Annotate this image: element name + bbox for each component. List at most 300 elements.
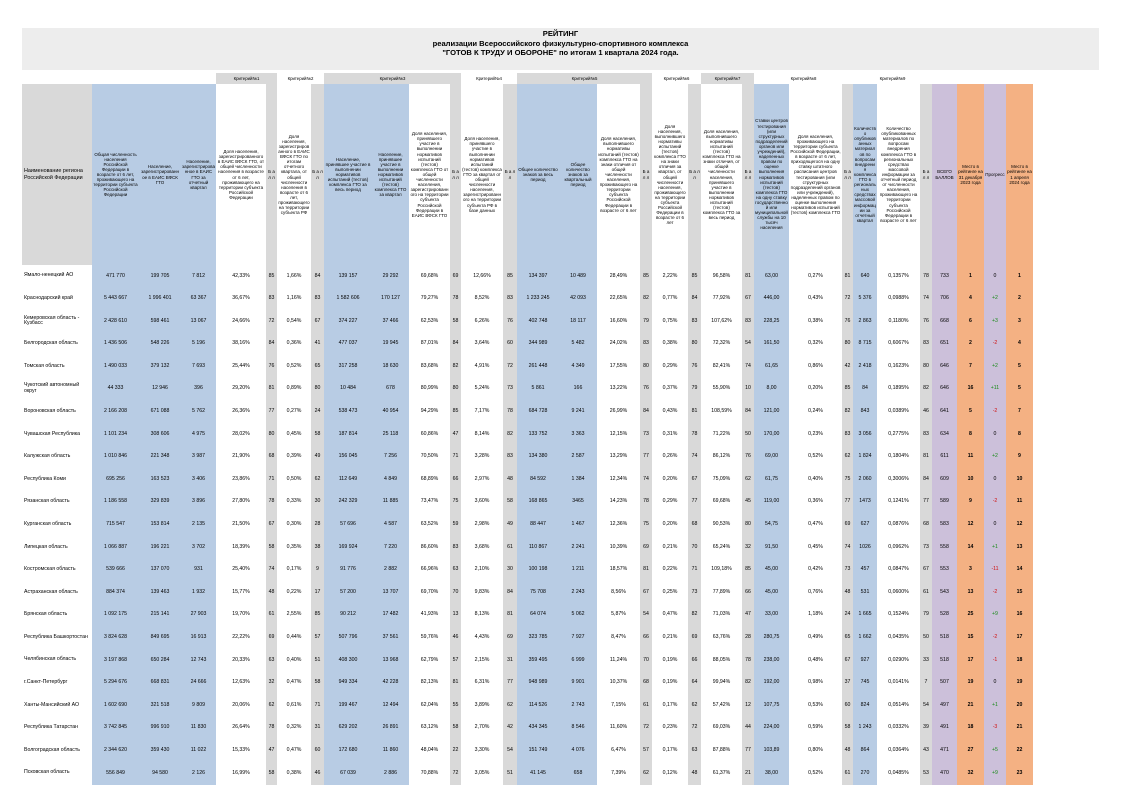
cell-c4-points: 77 (503, 672, 517, 695)
cell-media: 627 (853, 514, 877, 537)
cell-c6-points: 78 (688, 423, 701, 446)
cell-c2-share: 0,47% (286, 679, 302, 686)
cell-progress: -2 (984, 333, 1006, 356)
header-c8-share: Доля населения, проживающего на территории субъекта Российской Федерации, в возрасте от 6 лет, приходящегося на одну ставку штатного расписания центров тестирования (или структурных подразделений органов или учреждений), наделенных правом по оценке выполнения нормативов испытаний (тестов) комплекса ГТО (790, 133, 841, 216)
cell-c7-share: 90,53% (712, 521, 731, 528)
cell-c8-share: 0,20% (808, 385, 823, 392)
cell-c6-share: 0,47% (662, 611, 678, 618)
cell-c5-points: 79 (640, 310, 652, 333)
cell-c3-points: 72 (450, 762, 461, 785)
cell-region: Краснодарский край (24, 294, 73, 301)
header-total: ВСЕГО БАЛЛОВ (932, 84, 957, 265)
cell-c6-points: 62 (688, 694, 701, 717)
cell-signs: 88 447 (517, 514, 559, 537)
cell-c6-points: 81 (688, 401, 701, 424)
cell-media: 270 (853, 762, 877, 785)
table-row (22, 694, 1033, 717)
cell-c3-points: 13 (450, 604, 461, 627)
cell-c6-points: 84 (688, 288, 701, 311)
criterion-3-label: Критерий№3 (324, 73, 461, 84)
cell-c7-points: 12 (742, 694, 754, 717)
cell-c2-share: 0,36% (286, 340, 302, 347)
cell-c7-points: 21 (742, 762, 754, 785)
cell-rank-apr: 2 (1006, 288, 1033, 311)
cell-c8-share: 0,42% (808, 566, 823, 573)
cell-c2-share: 0,89% (286, 385, 302, 392)
header-c9-share: Количество опубликованных материалов по вопросам внедрения комплекса ГТО в региональных средствах массовой информации за отчетный период от численности населения, проживающего на территории субъекта Российской Федерации в возрасте от 6 лет (879, 126, 918, 223)
cell-c8-points: 58 (842, 717, 853, 740)
table-row (22, 514, 1033, 537)
cell-population: 471 770 (92, 265, 139, 288)
cell-c9-share: 0,1804% (888, 453, 909, 460)
cell-region: Томская область (24, 362, 65, 369)
cell-registered-quarter: 5 762 (181, 401, 216, 424)
cell-population: 715 547 (92, 514, 139, 537)
cell-c3-total: 629 202 (324, 717, 372, 740)
header-progress: Прогресс (984, 84, 1006, 265)
cell-progress: +9 (984, 604, 1006, 627)
cell-c3-quarter: 13 968 (372, 649, 409, 672)
cell-c5-share: 11,24% (609, 656, 628, 663)
cell-signs: 114 526 (517, 694, 559, 717)
table-row (22, 739, 1033, 762)
cell-c5-points: 80 (640, 355, 652, 378)
cell-population: 2 428 610 (92, 310, 139, 333)
cell-c2-points: 17 (311, 581, 324, 604)
cell-signs-quarter: 658 (559, 762, 597, 785)
cell-c6-share: 0,26% (662, 453, 678, 460)
cell-c4-points: 84 (503, 581, 517, 604)
cell-c2-share: 0,33% (286, 498, 302, 505)
cell-c3-total: 10 484 (324, 378, 372, 401)
cell-c7-share: 99,94% (712, 679, 731, 686)
cell-c5-share: 7,15% (611, 701, 626, 708)
cell-c7-share: 88,05% (712, 656, 731, 663)
cell-c2-share: 0,35% (286, 543, 302, 550)
cell-population: 3 824 628 (92, 627, 139, 650)
cell-c9-points: 43 (920, 739, 932, 762)
cell-c6-share: 0,21% (662, 634, 678, 640)
cell-c7-share: 75,09% (712, 475, 731, 482)
cell-c2-points: 80 (311, 378, 324, 401)
cell-c5-points: 74 (640, 468, 652, 491)
cell-c1-share: 36,67% (232, 295, 250, 302)
cell-c5-share: 8,56% (611, 588, 626, 595)
cell-media: 5 376 (853, 288, 877, 311)
header-c9-points: Б а л л (920, 84, 932, 265)
cell-signs-quarter: 3465 (559, 491, 597, 514)
cell-progress: +1 (984, 694, 1006, 717)
cell-rank-apr: 9 (1006, 446, 1033, 469)
cell-centers: 8,00 (754, 378, 789, 401)
table-row (22, 762, 1033, 785)
cell-c9-share: 0,1180% (888, 317, 909, 324)
cell-region: Белгородская область (24, 340, 78, 347)
cell-registered: 379 132 (139, 355, 181, 378)
cell-c6-share: 0,17% (662, 746, 678, 753)
cell-c5-points: 70 (640, 649, 652, 672)
cell-c9-points: 78 (920, 265, 932, 288)
cell-rank-dec: 16 (957, 378, 984, 401)
cell-c4-points: 42 (503, 717, 517, 740)
cell-registered: 308 606 (139, 423, 181, 446)
header-c8-points: Б а л л (842, 84, 853, 265)
cell-rank-apr: 5 (1006, 378, 1033, 401)
cell-region: Республика Татарстан (24, 724, 78, 731)
cell-c3-share: 86,60% (420, 543, 439, 550)
cell-region: Кемеровская область - Кузбасс (24, 314, 80, 327)
cell-c1-share: 20,06% (232, 701, 250, 708)
cell-c8-share: 0,43% (808, 295, 823, 302)
cell-c4-share: 6,31% (474, 679, 490, 686)
cell-c4-share: 9,83% (474, 588, 490, 595)
cell-c3-total: 408 300 (324, 649, 372, 672)
cell-c4-share: 2,10% (474, 566, 490, 573)
cell-c9-share: 0,1623% (888, 362, 909, 369)
cell-signs: 323 785 (517, 627, 559, 650)
cell-rank-dec: 15 (957, 627, 984, 650)
cell-c3-quarter: 12 494 (372, 694, 409, 717)
cell-c4-share: 12,66% (473, 272, 491, 279)
criterion-1-label: Критерий№1 (216, 73, 277, 84)
cell-c7-share: 65,24% (712, 543, 731, 550)
cell-c3-share: 62,04% (420, 701, 439, 708)
cell-c3-total: 538 473 (324, 401, 372, 424)
cell-population: 1 101 234 (92, 423, 139, 446)
header-c4-points: Б а л л (503, 84, 517, 265)
cell-c4-share: 7,17% (474, 408, 490, 415)
cell-c1-share: 12,63% (232, 679, 250, 686)
cell-c9-points: 73 (920, 536, 932, 559)
cell-c3-points: 58 (450, 310, 461, 333)
cell-total: 646 (932, 378, 957, 401)
cell-c1-points: 58 (266, 536, 277, 559)
cell-c8-share: 0,80% (808, 746, 823, 753)
cell-c6-points: 74 (688, 446, 701, 469)
cell-c4-points: 81 (503, 604, 517, 627)
cell-c9-points: 67 (920, 559, 932, 582)
cell-c1-points: 84 (266, 333, 277, 356)
cell-progress: -1 (984, 649, 1006, 672)
cell-registered: 598 461 (139, 310, 181, 333)
cell-centers: 119,00 (754, 491, 789, 514)
cell-c8-points: 82 (842, 401, 853, 424)
header-c2-points: Б а л л (311, 84, 324, 265)
cell-c5-share: 28,49% (609, 272, 628, 279)
cell-c1-points: 71 (266, 468, 277, 491)
cell-media: 1 824 (853, 446, 877, 469)
cell-rank-apr: 21 (1006, 717, 1033, 740)
cell-centers: 228,25 (754, 310, 789, 333)
cell-c7-share: 87,88% (712, 746, 731, 753)
cell-c2-points: 62 (311, 468, 324, 491)
cell-centers: 192,00 (754, 672, 789, 695)
cell-region: Липецкая область (24, 543, 68, 550)
cell-c6-share: 0,19% (662, 656, 678, 663)
cell-region: Рязанская область (24, 498, 70, 505)
cell-c9-share: 0,0847% (888, 566, 909, 573)
cell-c3-total: 169 924 (324, 536, 372, 559)
cell-c3-total: 1 582 606 (324, 288, 372, 311)
cell-c8-share: 0,52% (808, 453, 823, 460)
header-signs: Общее количество знаков за весь период (517, 84, 559, 265)
cell-rank-dec: 9 (957, 491, 984, 514)
cell-c3-points: 70 (450, 581, 461, 604)
cell-progress: 0 (984, 265, 1006, 288)
cell-media: 8 715 (853, 333, 877, 356)
cell-registered: 996 910 (139, 717, 181, 740)
cell-c2-points: 38 (311, 536, 324, 559)
cell-c3-share: 66,96% (420, 566, 439, 573)
criterion-8-label: Критерий№8 (790, 75, 817, 81)
cell-c3-share: 68,89% (420, 475, 439, 482)
cell-c9-points: 84 (920, 468, 932, 491)
cell-signs: 41 145 (517, 762, 559, 785)
cell-c8-share: 0,38% (808, 317, 823, 324)
cell-c3-share: 62,53% (420, 317, 439, 324)
rating-table (22, 73, 1033, 785)
cell-c9-points: 82 (920, 378, 932, 401)
cell-c5-points: 54 (640, 604, 652, 627)
cell-rank-dec: 7 (957, 355, 984, 378)
cell-region: Ямало-ненецкий АО (24, 272, 74, 279)
cell-population: 3 197 868 (92, 649, 139, 672)
cell-c7-share: 86,12% (712, 453, 731, 460)
cell-region: Челябинская область (24, 656, 77, 663)
cell-c6-points: 70 (688, 536, 701, 559)
cell-registered-quarter: 3 406 (181, 468, 216, 491)
cell-c1-points: 47 (266, 739, 277, 762)
cell-c4-points: 72 (503, 355, 517, 378)
cell-population: 2 166 208 (92, 401, 139, 424)
cell-rank-apr: 17 (1006, 627, 1033, 650)
cell-c8-points: 73 (842, 559, 853, 582)
cell-c2-points: 41 (311, 333, 324, 356)
cell-c7-share: 69,03% (712, 724, 731, 731)
cell-c2-points: 84 (311, 265, 324, 288)
cell-c3-total: 374 227 (324, 310, 372, 333)
cell-region: Брянская область (24, 611, 68, 618)
cell-c8-share: 1,18% (808, 611, 823, 618)
cell-c3-share: 82,13% (420, 679, 439, 686)
cell-c6-points: 67 (688, 468, 701, 491)
cell-c4-share: 3,60% (474, 498, 490, 505)
cell-signs-quarter: 1 211 (559, 559, 597, 582)
cell-rank-apr: 1 (1006, 265, 1033, 288)
cell-c4-share: 3,05% (474, 769, 490, 776)
cell-c3-quarter: 37 466 (372, 310, 409, 333)
cell-c7-share: 71,22% (712, 430, 731, 437)
cell-c8-points: 75 (842, 468, 853, 491)
cell-registered: 153 814 (139, 514, 181, 537)
cell-c6-share: 0,22% (662, 566, 678, 573)
cell-c4-points: 31 (503, 649, 517, 672)
cell-progress: -2 (984, 581, 1006, 604)
table-row (22, 401, 1033, 424)
cell-rank-dec: 3 (957, 559, 984, 582)
cell-registered-quarter: 2 135 (181, 514, 216, 537)
title-line-2: реализации Всероссийского физкультурно-спортивного комплекса (432, 38, 689, 48)
cell-c7-points: 84 (742, 401, 754, 424)
cell-media: 2 418 (853, 355, 877, 378)
cell-progress: -3 (984, 717, 1006, 740)
cell-c1-points: 85 (266, 265, 277, 288)
cell-total: 583 (932, 514, 957, 537)
header-signs-quarter: Общее количество знаков за квартальный период (559, 84, 597, 265)
header-c3-points: Б а л л (450, 84, 461, 265)
cell-c5-points: 61 (640, 694, 652, 717)
cell-c9-share: 0,1241% (888, 498, 909, 505)
cell-c6-share: 0,19% (662, 679, 678, 686)
cell-signs-quarter: 5 482 (559, 333, 597, 356)
cell-c1-points: 69 (266, 627, 277, 650)
cell-c9-points: 83 (920, 333, 932, 356)
cell-total: 497 (932, 694, 957, 717)
cell-c2-share: 0,32% (286, 724, 302, 731)
header-c7-share: Доля населения, выполнившего нормативы испытаний (тестов) комплекса ГТО на знаки отличия, от общей численности населения, принявшего участие в выполнении нормативов испытаний (тестов) комплекса ГТО за весь период (702, 128, 741, 221)
cell-c2-share: 0,39% (286, 453, 302, 460)
cell-population: 884 374 (92, 581, 139, 604)
cell-c3-points: 82 (450, 355, 461, 378)
cell-c9-points: 50 (920, 627, 932, 650)
cell-population: 1 436 506 (92, 333, 139, 356)
cell-c6-share: 0,43% (662, 408, 678, 415)
cell-total: 528 (932, 604, 957, 627)
cell-c3-points: 66 (450, 468, 461, 491)
cell-rank-apr: 4 (1006, 333, 1033, 356)
table-row (22, 468, 1033, 491)
cell-rank-apr: 16 (1006, 604, 1033, 627)
cell-c4-share: 3,89% (474, 701, 490, 708)
cell-registered: 849 695 (139, 627, 181, 650)
table-row (22, 378, 1033, 401)
cell-total: 543 (932, 581, 957, 604)
criterion-7-label: Критерий№7 (701, 73, 754, 84)
table-row (22, 581, 1033, 604)
cell-c5-share: 22,65% (609, 295, 628, 302)
cell-c9-share: 0,0600% (888, 588, 909, 595)
cell-c7-share: 77,89% (712, 588, 731, 595)
cell-progress: -11 (984, 559, 1006, 582)
cell-region: Вороновская область (24, 407, 76, 414)
cell-rank-apr: 14 (1006, 559, 1033, 582)
cell-c6-points: 80 (688, 333, 701, 356)
cell-c1-points: 77 (266, 401, 277, 424)
cell-c3-points: 59 (450, 514, 461, 537)
table-row (22, 265, 1033, 288)
cell-media: 84 (853, 378, 877, 401)
cell-c6-points: 77 (688, 491, 701, 514)
cell-c2-share: 0,40% (286, 656, 302, 663)
cell-c7-points: 50 (742, 423, 754, 446)
cell-rank-apr: 5 (1006, 355, 1033, 378)
cell-c8-share: 0,53% (808, 701, 823, 708)
cell-c4-points: 83 (503, 288, 517, 311)
cell-media: 531 (853, 581, 877, 604)
cell-c5-share: 16,60% (609, 317, 628, 324)
cell-c1-share: 27,80% (232, 498, 250, 505)
cell-registered-quarter: 5 196 (181, 333, 216, 356)
cell-c7-points: 47 (742, 604, 754, 627)
table-row (22, 423, 1033, 446)
cell-registered-quarter: 396 (181, 378, 216, 401)
cell-c8-points: 65 (842, 627, 853, 650)
cell-centers: 446,00 (754, 288, 789, 311)
cell-media: 1 243 (853, 717, 877, 740)
cell-registered-quarter: 11 830 (181, 717, 216, 740)
cell-c2-share: 2,55% (286, 611, 302, 618)
cell-c3-total: 90 212 (324, 604, 372, 627)
cell-c3-quarter: 11 885 (372, 491, 409, 514)
header-c2-share: Доля населения, зарегистрированного в ЕАИС ВФСК ГТО по итогам отчетного квартала, от общей численности населения в возрасте от 6 лет, проживающего на территории субъекта РФ (278, 133, 310, 216)
cell-centers: 33,00 (754, 604, 789, 627)
cell-registered-quarter: 9 809 (181, 694, 216, 717)
cell-c7-points: 81 (742, 265, 754, 288)
cell-c3-total: 507 796 (324, 627, 372, 650)
cell-c3-share: 63,52% (420, 521, 439, 528)
cell-rank-dec: 18 (957, 717, 984, 740)
cell-c9-share: 0,0389% (888, 408, 909, 415)
cell-registered: 668 831 (139, 672, 181, 695)
cell-signs: 5 861 (517, 378, 559, 401)
cell-c4-share: 8,14% (474, 430, 490, 437)
cell-c1-share: 21,50% (232, 521, 250, 528)
cell-signs: 948 989 (517, 672, 559, 695)
cell-c6-points: 79 (688, 378, 701, 401)
cell-region: Костромская область (24, 566, 76, 573)
cell-c7-points: 66 (742, 581, 754, 604)
cell-centers: 38,00 (754, 762, 789, 785)
cell-registered-quarter: 24 666 (181, 672, 216, 695)
cell-signs: 133 752 (517, 423, 559, 446)
report-title (22, 28, 1099, 70)
cell-c3-share: 70,50% (420, 453, 439, 460)
cell-media: 745 (853, 672, 877, 695)
cell-centers: 107,75 (754, 694, 789, 717)
cell-c3-quarter: 4 587 (372, 514, 409, 537)
cell-c1-points: 68 (266, 446, 277, 469)
cell-c5-points: 62 (640, 762, 652, 785)
cell-c7-points: 32 (742, 536, 754, 559)
cell-c8-points: 61 (842, 762, 853, 785)
cell-c2-share: 0,22% (286, 588, 302, 595)
cell-c3-total: 156 045 (324, 446, 372, 469)
cell-c5-share: 13,29% (609, 453, 628, 460)
cell-c5-share: 7,39% (611, 769, 626, 776)
cell-c8-share: 0,52% (808, 769, 823, 776)
cell-c7-points: 44 (742, 717, 754, 740)
table-row (22, 672, 1033, 695)
cell-rank-apr: 7 (1006, 401, 1033, 424)
cell-total: 518 (932, 649, 957, 672)
cell-c4-points: 61 (503, 536, 517, 559)
header-row (22, 84, 1033, 265)
cell-c2-share: 0,54% (286, 317, 302, 324)
cell-rank-apr: 8 (1006, 423, 1033, 446)
cell-registered: 671 088 (139, 401, 181, 424)
cell-c5-share: 12,15% (609, 430, 628, 437)
cell-c9-points: 61 (920, 581, 932, 604)
cell-c3-total: 57 200 (324, 581, 372, 604)
cell-c8-share: 0,59% (808, 724, 823, 731)
cell-c1-share: 15,77% (232, 588, 250, 595)
cell-c3-quarter: 7 220 (372, 536, 409, 559)
cell-c3-quarter: 19 945 (372, 333, 409, 356)
cell-c5-points: 83 (640, 333, 652, 356)
cell-progress: +1 (984, 536, 1006, 559)
cell-c5-share: 11,60% (609, 724, 628, 731)
cell-c2-points: 9 (311, 559, 324, 582)
